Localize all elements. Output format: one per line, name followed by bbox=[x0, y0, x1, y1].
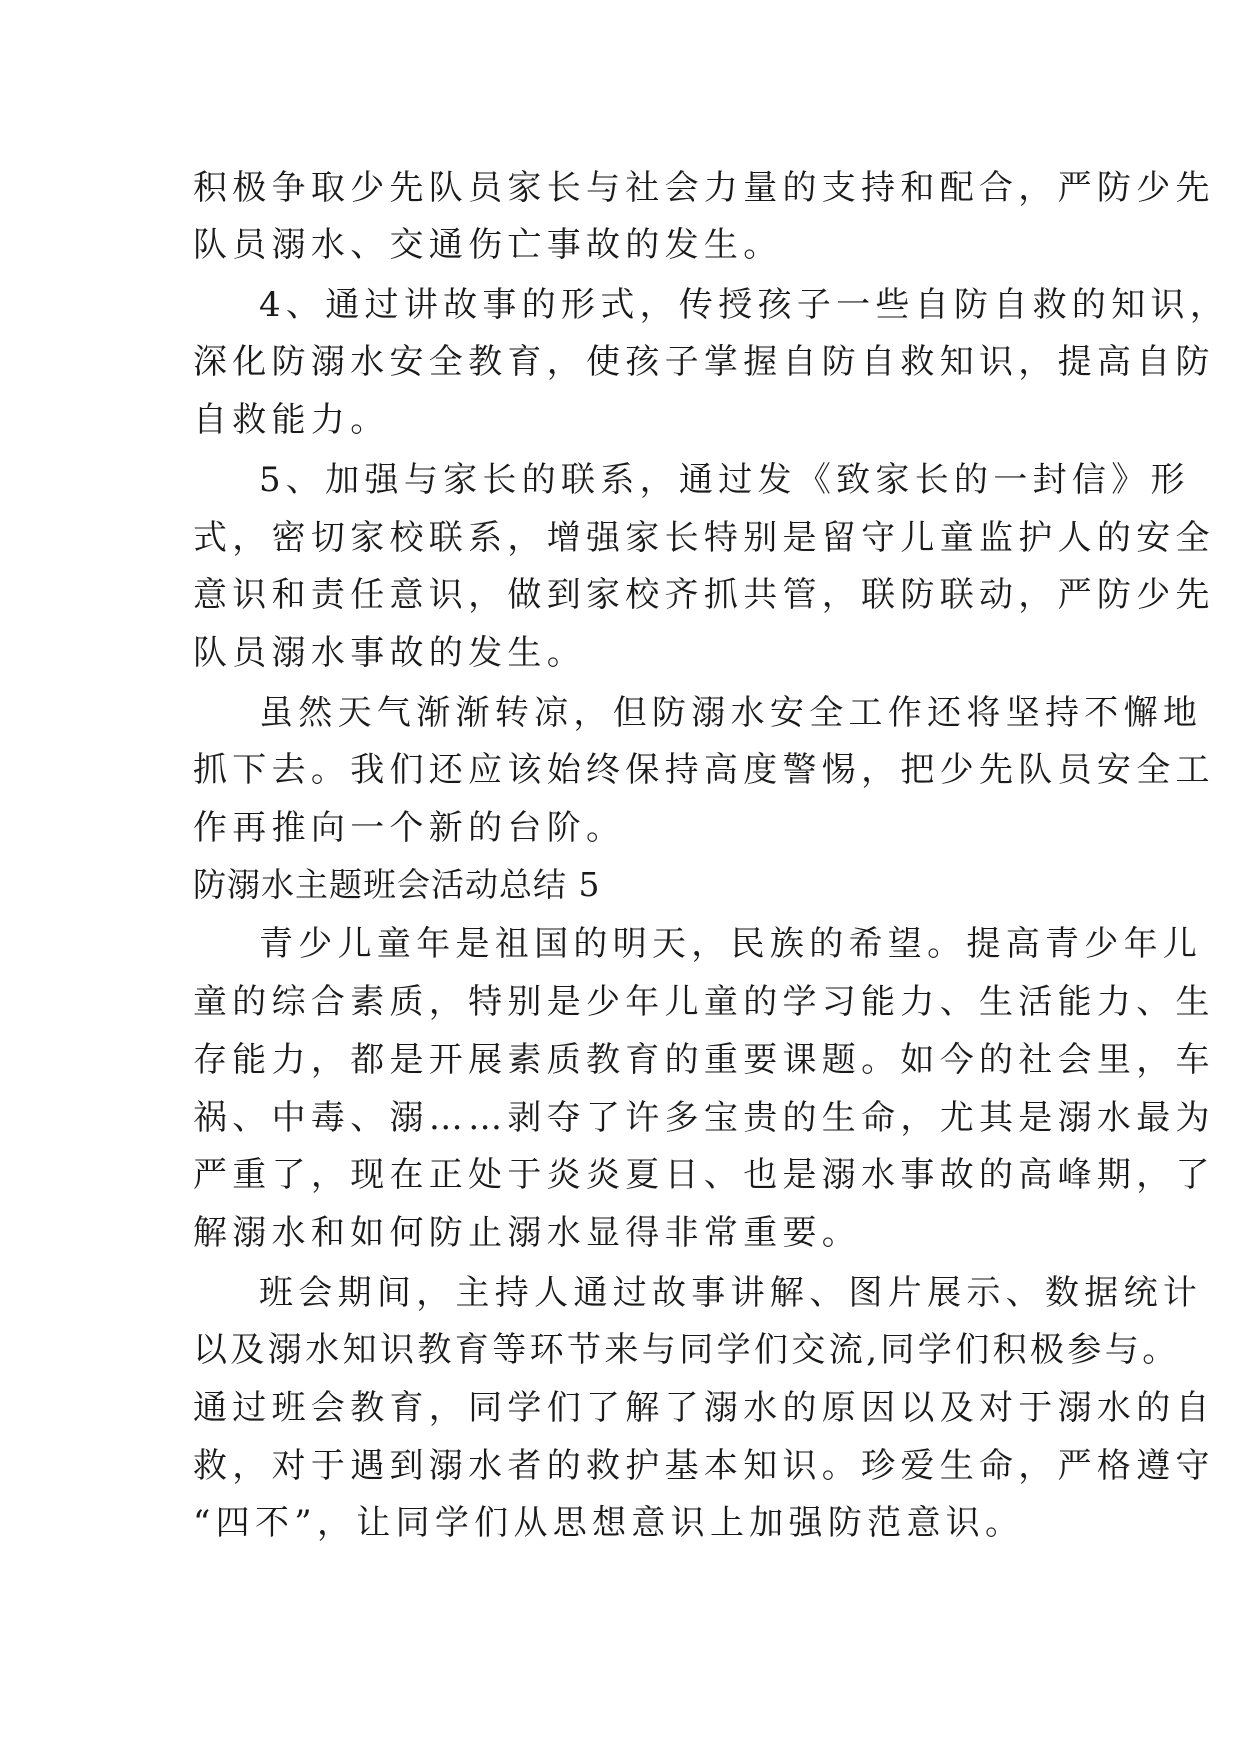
paragraph-line: 以及溺水知识教育等环节来与同学们交流,同学们积极参与。 bbox=[193, 1330, 1180, 1370]
paragraph-line: 意识和责任意识，做到家校齐抓共管，联防联动，严防少先 bbox=[193, 575, 1215, 615]
paragraph-line: 队员溺水、交通伤亡事故的发生。 bbox=[193, 225, 783, 265]
paragraph-line: 式，密切家校联系，增强家长特别是留守儿童监护人的安全 bbox=[193, 518, 1215, 558]
paragraph-line: 抓下去。我们还应该始终保持高度警惕，把少先队员安全工 bbox=[193, 750, 1215, 790]
paragraph-line: 5、加强与家长的联系，通过发《致家长的一封信》形 bbox=[259, 460, 1190, 500]
paragraph-line: 救，对于遇到溺水者的救护基本知识。珍爱生命，严格遵守 bbox=[193, 1446, 1215, 1486]
paragraph-line: 队员溺水事故的发生。 bbox=[193, 633, 586, 673]
paragraph-line: 青少儿童年是祖国的明天，民族的希望。提高青少年儿 bbox=[259, 924, 1203, 964]
paragraph-line: 作再推向一个新的台阶。 bbox=[193, 808, 626, 848]
paragraph-line: “四不”，让同学们从思想意识上加强防范意识。 bbox=[193, 1503, 1025, 1543]
paragraph-line: 存能力，都是开展素质教育的重要课题。如今的社会里，车 bbox=[193, 1040, 1215, 1080]
paragraph-line: 解溺水和如何防止溺水显得非常重要。 bbox=[193, 1213, 862, 1253]
paragraph-line: 通过班会教育，同学们了解了溺水的原因以及对于溺水的自 bbox=[193, 1388, 1215, 1428]
paragraph-line: 自救能力。 bbox=[193, 400, 390, 440]
paragraph-line: 深化防溺水安全教育，使孩子掌握自防自救知识，提高自防 bbox=[193, 342, 1215, 382]
paragraph-line: 班会期间，主持人通过故事讲解、图片展示、数据统计 bbox=[259, 1273, 1203, 1313]
paragraph-line: 虽然天气渐渐转凉，但防溺水安全工作还将坚持不懈地 bbox=[259, 693, 1203, 733]
paragraph-line: 严重了，现在正处于炎炎夏日、也是溺水事故的高峰期，了 bbox=[193, 1155, 1215, 1195]
section-heading: 防溺水主题班会活动总结 5 bbox=[193, 865, 601, 904]
paragraph-line: 童的综合素质，特别是少年儿童的学习能力、生活能力、生 bbox=[193, 982, 1215, 1022]
paragraph-line: 祸、中毒、溺……剥夺了许多宝贵的生命，尤其是溺水最为 bbox=[193, 1098, 1215, 1138]
paragraph-line: 4、通过讲故事的形式，传授孩子一些自防自救的知识， bbox=[259, 285, 1230, 325]
paragraph-line: 积极争取少先队员家长与社会力量的支持和配合，严防少先 bbox=[193, 168, 1215, 208]
